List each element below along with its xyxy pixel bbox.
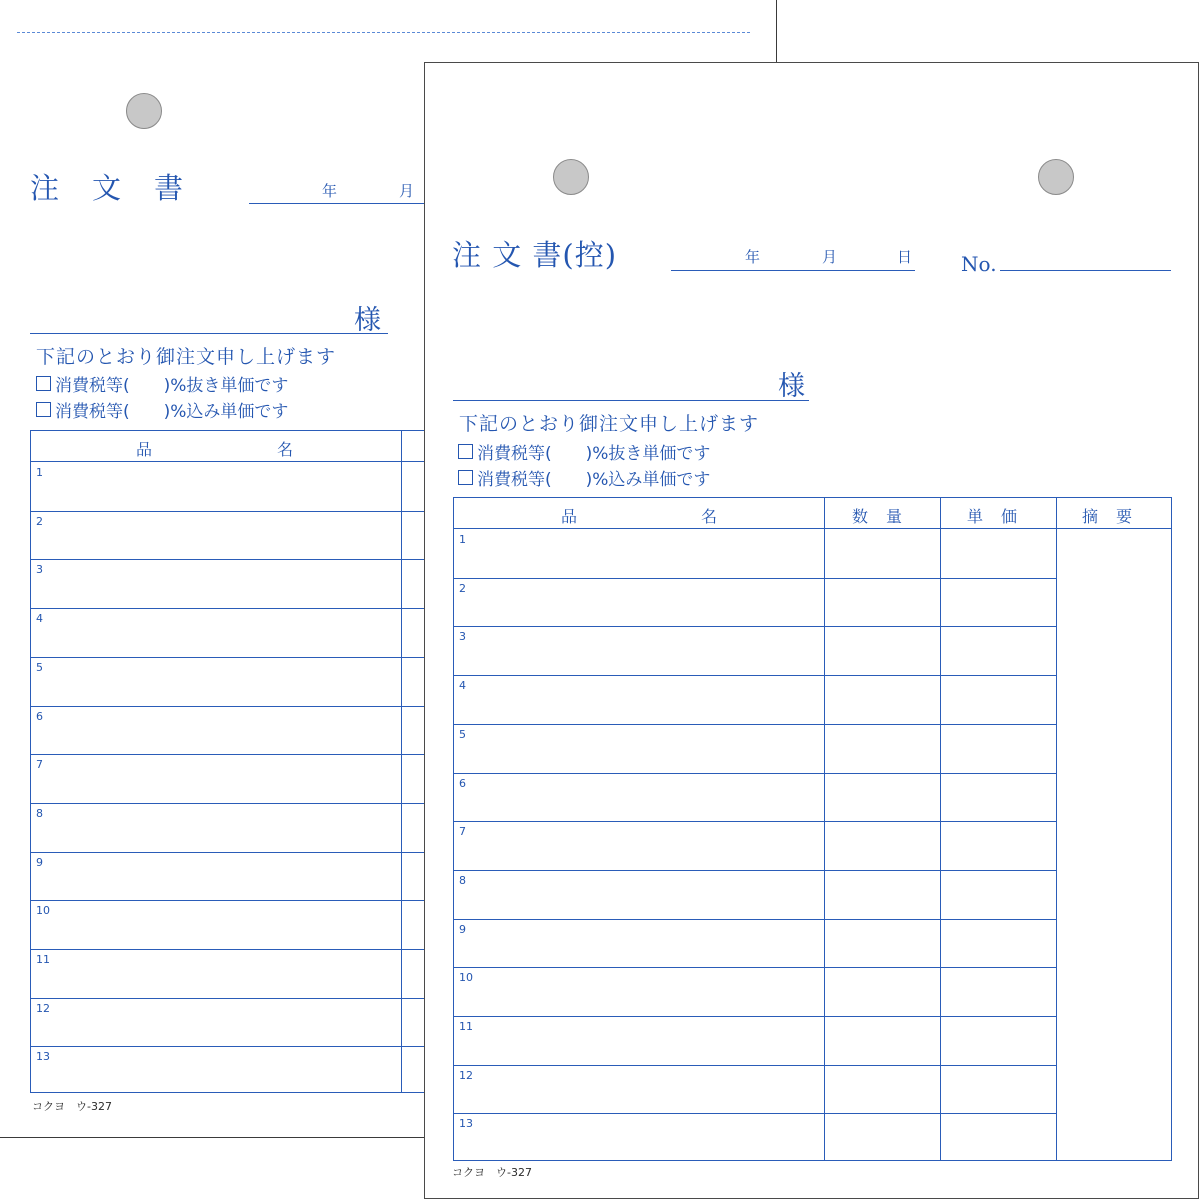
row-number: 6 [36,709,43,723]
row-divider [454,821,1056,822]
date-month-label: 月 [822,248,838,266]
row-number: 11 [459,1020,473,1033]
order-table [453,497,1172,1161]
punch-hole-icon [126,93,162,129]
header-unit-price-label: 単 価 [967,507,1019,526]
row-number: 10 [36,904,50,918]
number-line [1000,270,1171,271]
header-item-label: 品 [561,507,578,526]
header-name-label: 名 [701,507,718,526]
row-divider [454,919,1056,920]
column-divider [1056,498,1057,1160]
intro-text: 下記のとおり御注文申し上げます [459,413,760,435]
row-number: 10 [459,971,473,985]
row-number: 1 [36,466,43,479]
row-number: 4 [36,612,43,626]
row-divider [454,967,1056,968]
intro-text: 下記のとおり御注文申し上げます [36,346,337,368]
form-title: 注 文 書(控) [452,238,618,272]
product-code: コクヨ ウ-327 [32,1100,112,1113]
tax-included-label: 消費税等( )%込み単価です [477,470,711,490]
row-number: 13 [36,1050,50,1064]
tax-excluded-option [36,371,288,396]
tax-excluded-option [458,439,710,464]
row-number: 5 [459,727,466,741]
header-item-label: 品 [136,440,153,459]
addressee-line [30,333,388,334]
row-divider [454,870,1056,871]
checkbox-icon[interactable] [36,376,51,391]
tax-included-option [458,465,710,490]
row-number: 13 [459,1117,473,1131]
date-year-label: 年 [745,248,761,266]
order-form-copy-sheet [424,62,1199,1199]
date-year-label: 年 [322,182,338,200]
perforation-line [17,32,750,33]
checkbox-icon[interactable] [458,444,473,459]
row-number: 12 [36,1001,50,1015]
row-number: 1 [459,533,466,546]
checkbox-icon[interactable] [458,470,473,485]
row-divider [454,773,1056,774]
row-number: 5 [36,660,43,674]
addressee-suffix: 様 [778,371,805,402]
addressee-line [453,400,809,401]
row-number: 7 [459,825,466,839]
row-number: 9 [459,922,466,936]
date-month-label: 月 [399,182,415,200]
row-number: 12 [459,1068,473,1082]
row-divider [454,578,1056,579]
row-divider [454,1113,1056,1114]
addressee-suffix: 様 [354,305,381,336]
row-number: 8 [459,873,466,887]
table-header [454,498,1171,529]
date-day-label: 日 [897,248,913,266]
checkbox-icon[interactable] [36,402,51,417]
date-line [671,270,915,271]
tax-excluded-label: 消費税等( )%抜き単価です [477,444,711,464]
row-number: 11 [36,953,50,966]
column-divider [824,498,825,1160]
number-label: No. [961,252,997,276]
form-title: 注 文 書 [30,171,186,205]
row-number: 7 [36,758,43,772]
punch-hole-icon [1038,159,1074,195]
row-divider [454,1016,1056,1017]
row-divider [454,724,1056,725]
row-number: 2 [459,581,466,595]
punch-hole-icon [553,159,589,195]
tax-included-option [36,397,288,422]
header-name-label: 名 [277,440,294,459]
row-divider [454,626,1056,627]
column-divider [401,431,402,1092]
row-number: 6 [459,776,466,790]
row-number: 9 [36,855,43,869]
row-number: 8 [36,806,43,820]
column-divider [940,498,941,1160]
product-code: コクヨ ウ-327 [452,1166,532,1179]
row-divider [454,675,1056,676]
row-number: 2 [36,514,43,528]
row-number: 4 [459,679,466,693]
header-quantity-label: 数 量 [852,507,904,526]
row-number: 3 [459,630,466,644]
tax-included-label: 消費税等( )%込み単価です [55,402,289,422]
row-number: 3 [36,563,43,577]
tax-excluded-label: 消費税等( )%抜き単価です [55,376,289,396]
row-divider [454,1065,1056,1066]
header-remarks-label: 摘 要 [1082,507,1134,526]
